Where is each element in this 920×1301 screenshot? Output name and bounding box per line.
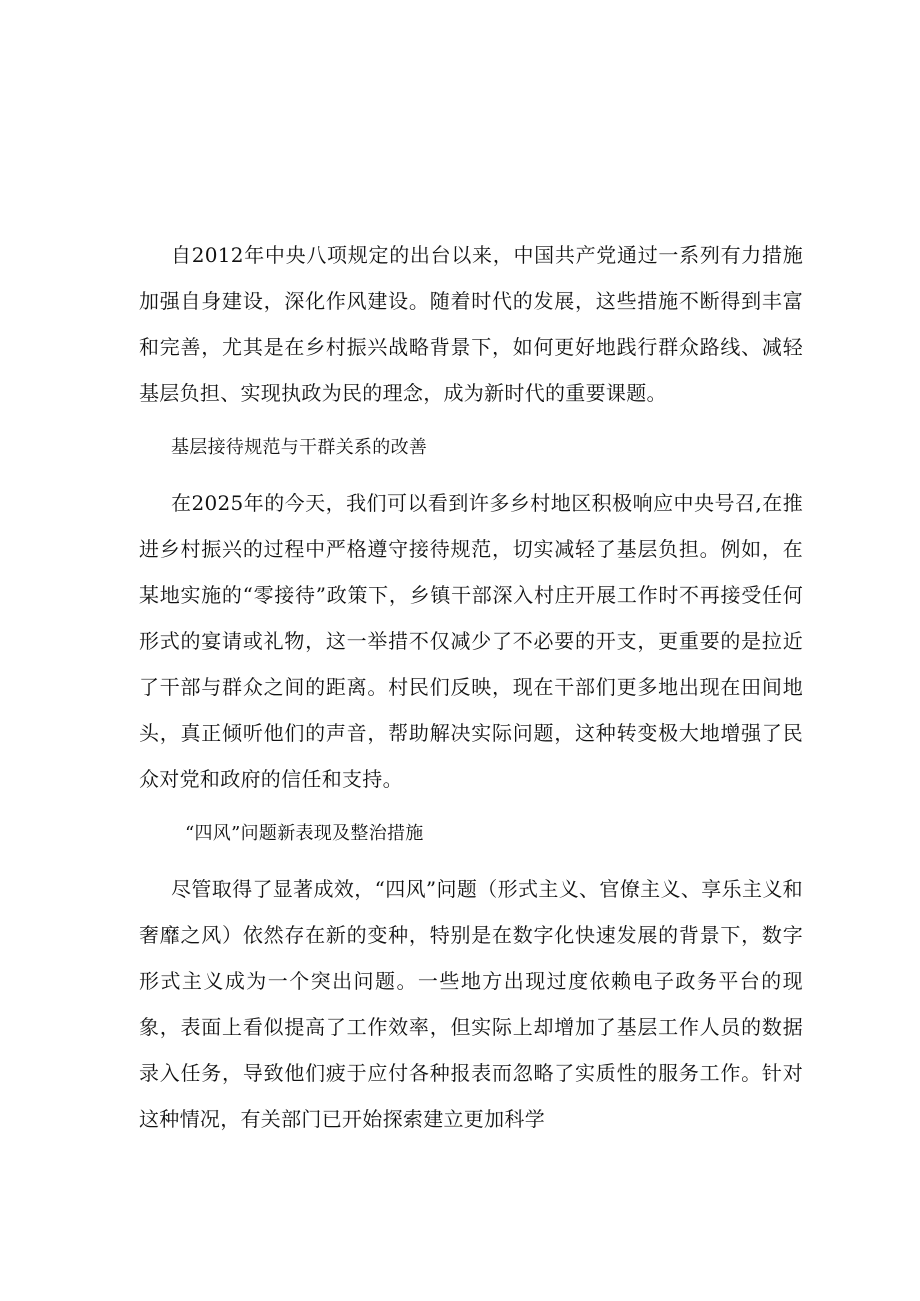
- section-heading-reception: 基层接待规范与干群关系的改善: [171, 437, 428, 458]
- paragraph-four-styles: 尽管取得了显著成效，“四风”问题（形式主义、官僚主义、享乐主义和奢靡之风）依然存在新的变种，特别是在数字化快速发展的背景下，数字形式主义成为一个突出问题。一些地方出现过度依赖电子政务平台的现象，表面上看似提高了工作效率，但实际上却增加了基层工作人员的数据录入任务，导致他们疲于应付各种报表而忽略了实质性的服务工作。针对这种情况，有关部门已开始探索建立更加科学: [139, 877, 803, 1131]
- paragraph-intro: 自2012年中央八项规定的出台以来，中国共产党通过一系列有力措施加强自身建设，深化作风建设。随着时代的发展，这些措施不断得到丰富和完善，尤其是在乡村振兴战略背景下，如何更好地践行群众路线、减轻基层负担、实现执政为民的理念，成为新时代的重要课题。: [139, 243, 803, 405]
- document-page: [139, 232, 803, 1154]
- paragraph-reception: 在2025年的今天，我们可以看到许多乡村地区积极响应中央号召,在推进乡村振兴的过程中严格遵守接待规范，切实减轻了基层负担。例如，在某地实施的“零接待”政策下，乡镇干部深入村庄开展工作时不再接受任何形式的宴请或礼物，这一举措不仅减少了不必要的开支，更重要的是拉近了干部与群众之间的距离。村民们反映，现在干部们更多地出现在田间地头，真正倾听他们的声音，帮助解决实际问题，这种转变极大地增强了民众对党和政府的信任和支持。: [139, 491, 803, 791]
- section-heading-four-styles: “四风”问题新表现及整治措施: [185, 823, 424, 844]
